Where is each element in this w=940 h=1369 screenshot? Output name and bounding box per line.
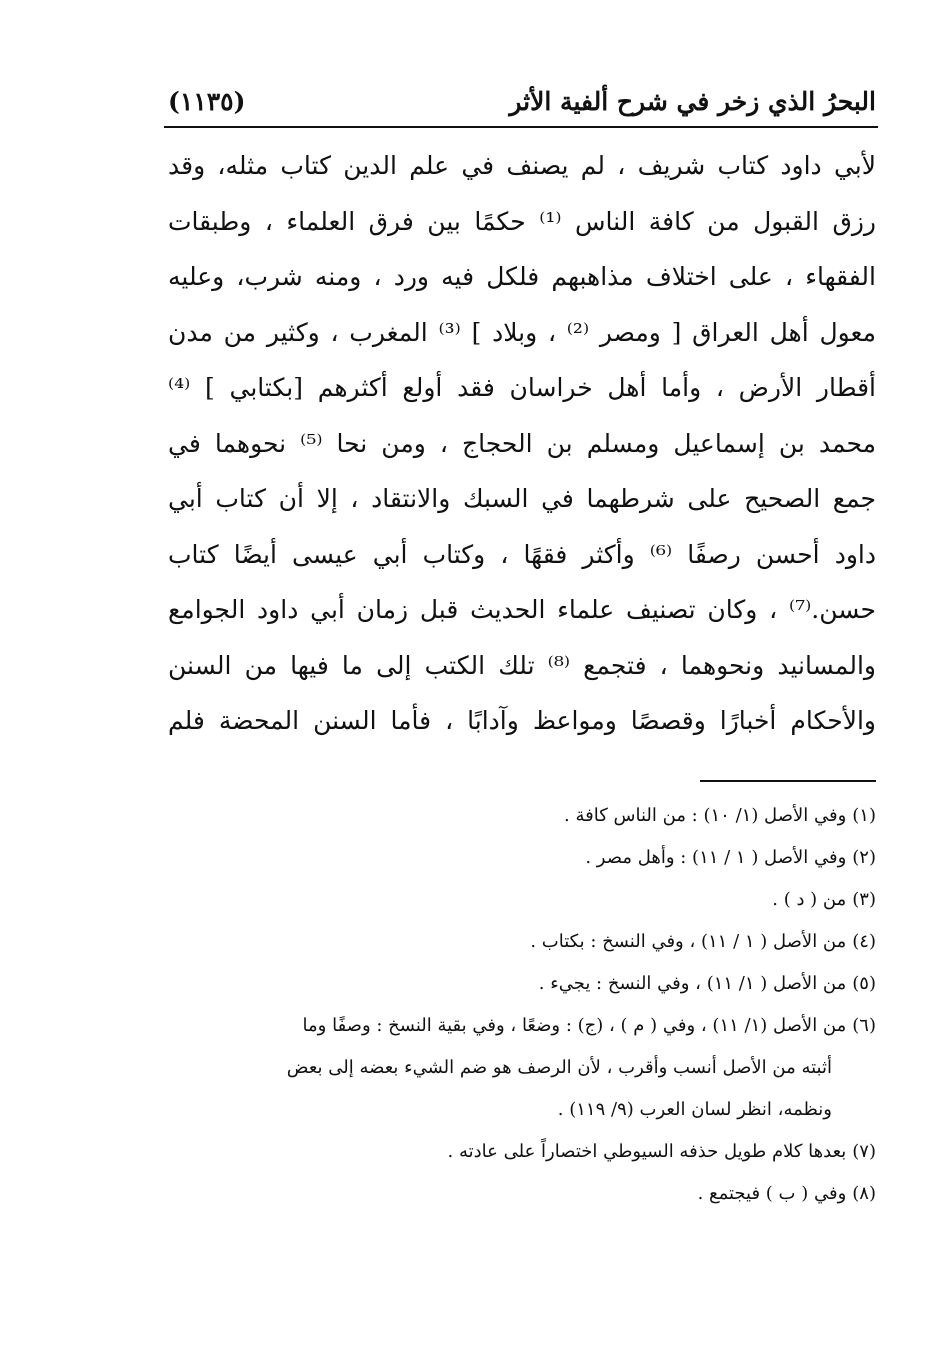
footnotes [160,795,876,1215]
footnote-continuation: أثبته من الأصل أنسب وأقرب ، لأن الرصف هو ضم الشيء بعضه إلى بعض [286,1057,832,1078]
page-number: (١١٣٥) [168,86,246,116]
footnote-text: وفي الأصل (١/ ١٠) : من الناس كافة . [564,805,847,826]
text-line: الفقهاء ، على اختلاف مذاهبهم فلكل فيه ورد ، ومنه شرب، وعليه [168,262,876,291]
text-line: أقطار الأرض ، وأما أهل خراسان فقد أولع أكثرهم [بكتابي ] ⁽⁴⁾ [168,373,876,402]
footnote-text: من الأصل (١/ ١١) ، وفي ( م ) ، (ج) : وضعًا ، وفي بقية النسخ : وصفًا وما [302,1015,847,1036]
footnote-number: (٧) [852,1141,876,1162]
running-header [168,78,876,124]
footnote-text: وفي الأصل ( ١ / ١١) : وأهل مصر . [585,847,847,868]
footnote-number: (٦) [852,1015,876,1036]
footnote-text: من ( د ) . [772,889,847,910]
text-line: جمع الصحيح على شرطهما في السبك والانتقاد ، إلا أن كتاب أبي [168,484,876,513]
footnote [160,795,876,837]
text-line: حسن.⁽⁷⁾ ، وكان تصنيف علماء الحديث قبل زمان أبي داود الجوامع [168,595,876,624]
text-line: معول أهل العراق [ ومصر ⁽²⁾ ، وبلاد ] ⁽³⁾ المغرب ، وكثير من مدن [168,317,876,347]
footnote-number: (٢) [852,847,876,868]
text-line: والأحكام أخبارًا وقصصًا ومواعظ وآدابًا ، فأما السنن المحضة فلم [168,706,876,735]
footnote-number: (٤) [852,931,876,952]
footnote-continuation: ونظمه، انظر لسان العرب (٩/ ١١٩) . [557,1099,832,1120]
footnote [160,1005,876,1047]
footnote-number: (٣) [852,889,876,910]
footnote-number: (٨) [852,1183,876,1204]
footnote [160,837,876,879]
footnote-number: (٥) [852,973,876,994]
header-rule [164,126,878,128]
text-line: لأبي داود كتاب شريف ، لم يصنف في علم الدين كتاب مثله، وقد [168,151,876,180]
text-line: محمد بن إسماعيل ومسلم بن الحجاج ، ومن نحا ⁽⁵⁾ نحوهما في [168,428,876,458]
text-line: والمسانيد ونحوهما ، فتجمع ⁽⁸⁾ تلك الكتب إلى ما فيها من السنن [168,650,876,680]
footnote-text: من الأصل ( ١/ ١١) ، وفي النسخ : يجيء . [538,973,847,994]
text-line: داود أحسن رصفًا ⁽⁶⁾ وأكثر فقهًا ، وكتاب أبي عيسى أيضًا كتاب [168,539,876,569]
footnote [160,921,876,963]
footnote [160,1131,876,1173]
footnote-text: بعدها كلام طويل حذفه السيوطي اختصاراً على عادته . [447,1141,847,1162]
footnote-separator [700,780,876,782]
footnote-number: (١) [852,805,876,826]
footnote-text: من الأصل ( ١ / ١١) ، وفي النسخ : بكتاب . [530,931,847,952]
footnote-text: وفي ( ب ) فيجتمع . [697,1183,847,1204]
book-title: البحرُ الذي زخر في شرح ألفية الأثر [509,86,876,116]
footnote [160,963,876,1005]
footnote [160,1173,876,1215]
text-line: رزق القبول من كافة الناس ⁽¹⁾ حكمًا بين فرق العلماء ، وطبقات [168,206,876,236]
footnote [160,879,876,921]
main-text [168,138,876,749]
